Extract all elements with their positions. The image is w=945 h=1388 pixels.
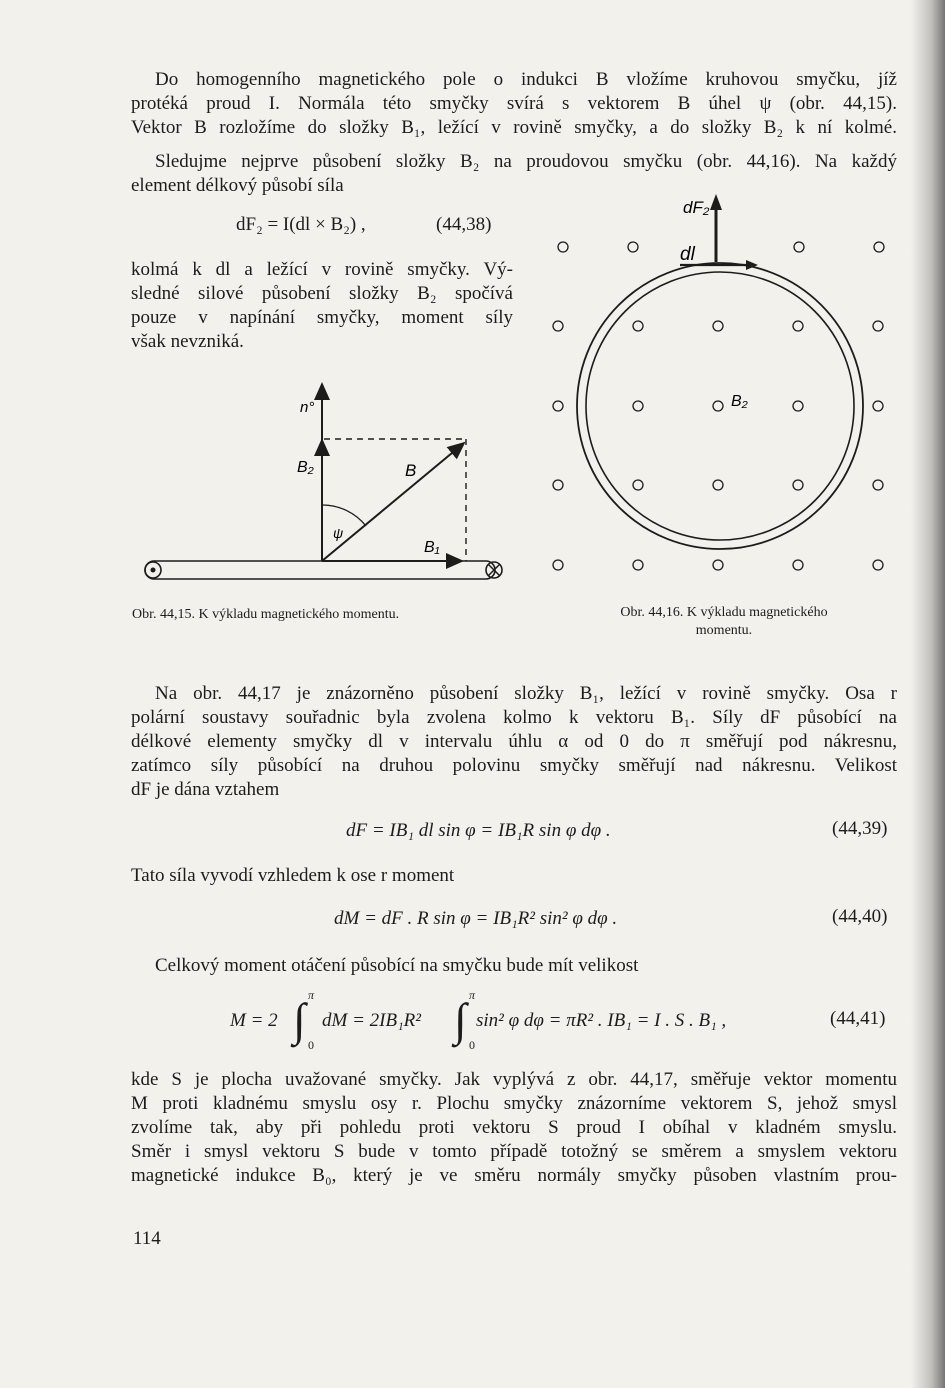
text-line: zvolíme tak, aby při pohledu proti vektoru S proud I obíhal v kladném smyslu. (131, 1117, 897, 1138)
label-df2: dF₂ (683, 198, 710, 217)
text-line: však nevzniká. (131, 331, 244, 352)
equation-44-38: dF₂ = I(dl × B₂) , (236, 214, 366, 235)
eq41-middle: dM = 2IB₁R² (322, 1010, 421, 1031)
integral-lower-limit: 0 (308, 1038, 314, 1052)
text-line: M proti kladnému smyslu osy r. Plochu smyčky znázorníme vektorem S, jehož smysl (131, 1093, 897, 1114)
text-line: dF je dána vztahem (131, 779, 280, 800)
text-line: Tato síla vyvodí vzhledem k ose r moment (131, 865, 455, 886)
paragraph-total-moment (131, 954, 897, 978)
current-loop (577, 263, 863, 549)
text-line: Sledujme nejprve působení složky B₂ na proudovou smyčku (obr. 44,16). Na každý (155, 151, 897, 172)
label-b1: B₁ (424, 539, 440, 556)
caption-line: Obr. 44,16. K výkladu magnetického (620, 605, 828, 620)
equation-number: (44,39) (832, 818, 888, 839)
caption-line: momentu. (695, 623, 753, 638)
field-dots-b2 (553, 242, 884, 570)
text-line: pouze v napínání smyčky, moment síly (131, 307, 513, 328)
label-n: n° (300, 399, 315, 416)
paragraph-area-vector (131, 1068, 897, 1188)
label-b2: B₂ (731, 393, 748, 410)
paragraph-moment-intro (131, 864, 897, 888)
text-line: Vektor B rozložíme do složky B₁, ležící v rovině smyčky, a do složky B₂ k ní kolmé. (131, 117, 897, 138)
text-line: délkové elementy smyčky dl v intervalu úhlu α od 0 do π směřují pod nákresnu, (131, 731, 897, 752)
integral-sign: ∫ (293, 994, 306, 1045)
text-line: zatímco síly působící na druhou polovinu smyčky směřují nad nákresnu. Velikost (131, 755, 897, 776)
text-line: sledné silové působení složky B₂ spočívá (131, 283, 513, 304)
text-line: Směr i smysl vektoru S bude v tomto případě totožný se směrem a smyslem vektoru (131, 1141, 897, 1162)
integral-upper-limit: π (469, 988, 476, 1002)
integral-lower-limit: 0 (469, 1038, 475, 1052)
text-line: magnetické indukce B₀, který je ve směru normály smyčky působen vlastním prou- (131, 1165, 897, 1186)
eq41-rhs: sin² φ dφ = πR² . IB₁ = I . S . B₁ , (476, 1010, 727, 1031)
integral-sign: ∫ (454, 994, 467, 1045)
text-line: kde S je plocha uvažované smyčky. Jak vyplývá z obr. 44,17, směřuje vektor momentu (131, 1069, 897, 1090)
equation-number: (44,40) (832, 906, 888, 927)
text-line: Na obr. 44,17 je znázorněno působení složky B₁, ležící v rovině smyčky. Osa r (155, 683, 897, 704)
caption-fig-44-16 (574, 604, 874, 640)
integral-upper-limit: π (308, 988, 315, 1002)
text-line: protéká proud I. Normála této smyčky svírá s vektorem B úhel ψ (obr. 44,15). (131, 93, 897, 114)
caption-fig-44-15: Obr. 44,15. K výkladu magnetického momentu. (132, 607, 400, 622)
label-dl: dl (680, 244, 695, 265)
label-b: B (405, 461, 417, 480)
equation-number: (44,41) (830, 1008, 886, 1029)
text-line: Do homogenního magnetického pole o indukci B vložíme kruhovou smyčku, jíž (155, 69, 897, 90)
equation-number: (44,38) (436, 214, 492, 235)
label-psi: ψ (333, 525, 344, 541)
text-line: kolmá k dl a ležící v rovině smyčky. Vý- (131, 259, 513, 280)
equation-44-39: dF = IB₁ dl sin φ = IB₁R sin φ dφ . (346, 820, 611, 841)
equation-44-40: dM = dF . R sin φ = IB₁R² sin² φ dφ . (334, 908, 618, 929)
text-line: Celkový moment otáčení působící na smyčku bude mít velikost (155, 955, 639, 976)
force-df2-arrowhead (710, 194, 722, 210)
eq41-lhs: M = 2 (230, 1010, 278, 1031)
text-line: element délkový působí síla (131, 175, 344, 196)
text-line: polární soustavy souřadnic byla zvolena kolmo k vektoru B₁. Síly dF působící na (131, 707, 897, 728)
paragraph-b1-effect (131, 682, 897, 802)
page-number: 114 (133, 1228, 161, 1249)
label-b2: B₂ (297, 459, 314, 476)
